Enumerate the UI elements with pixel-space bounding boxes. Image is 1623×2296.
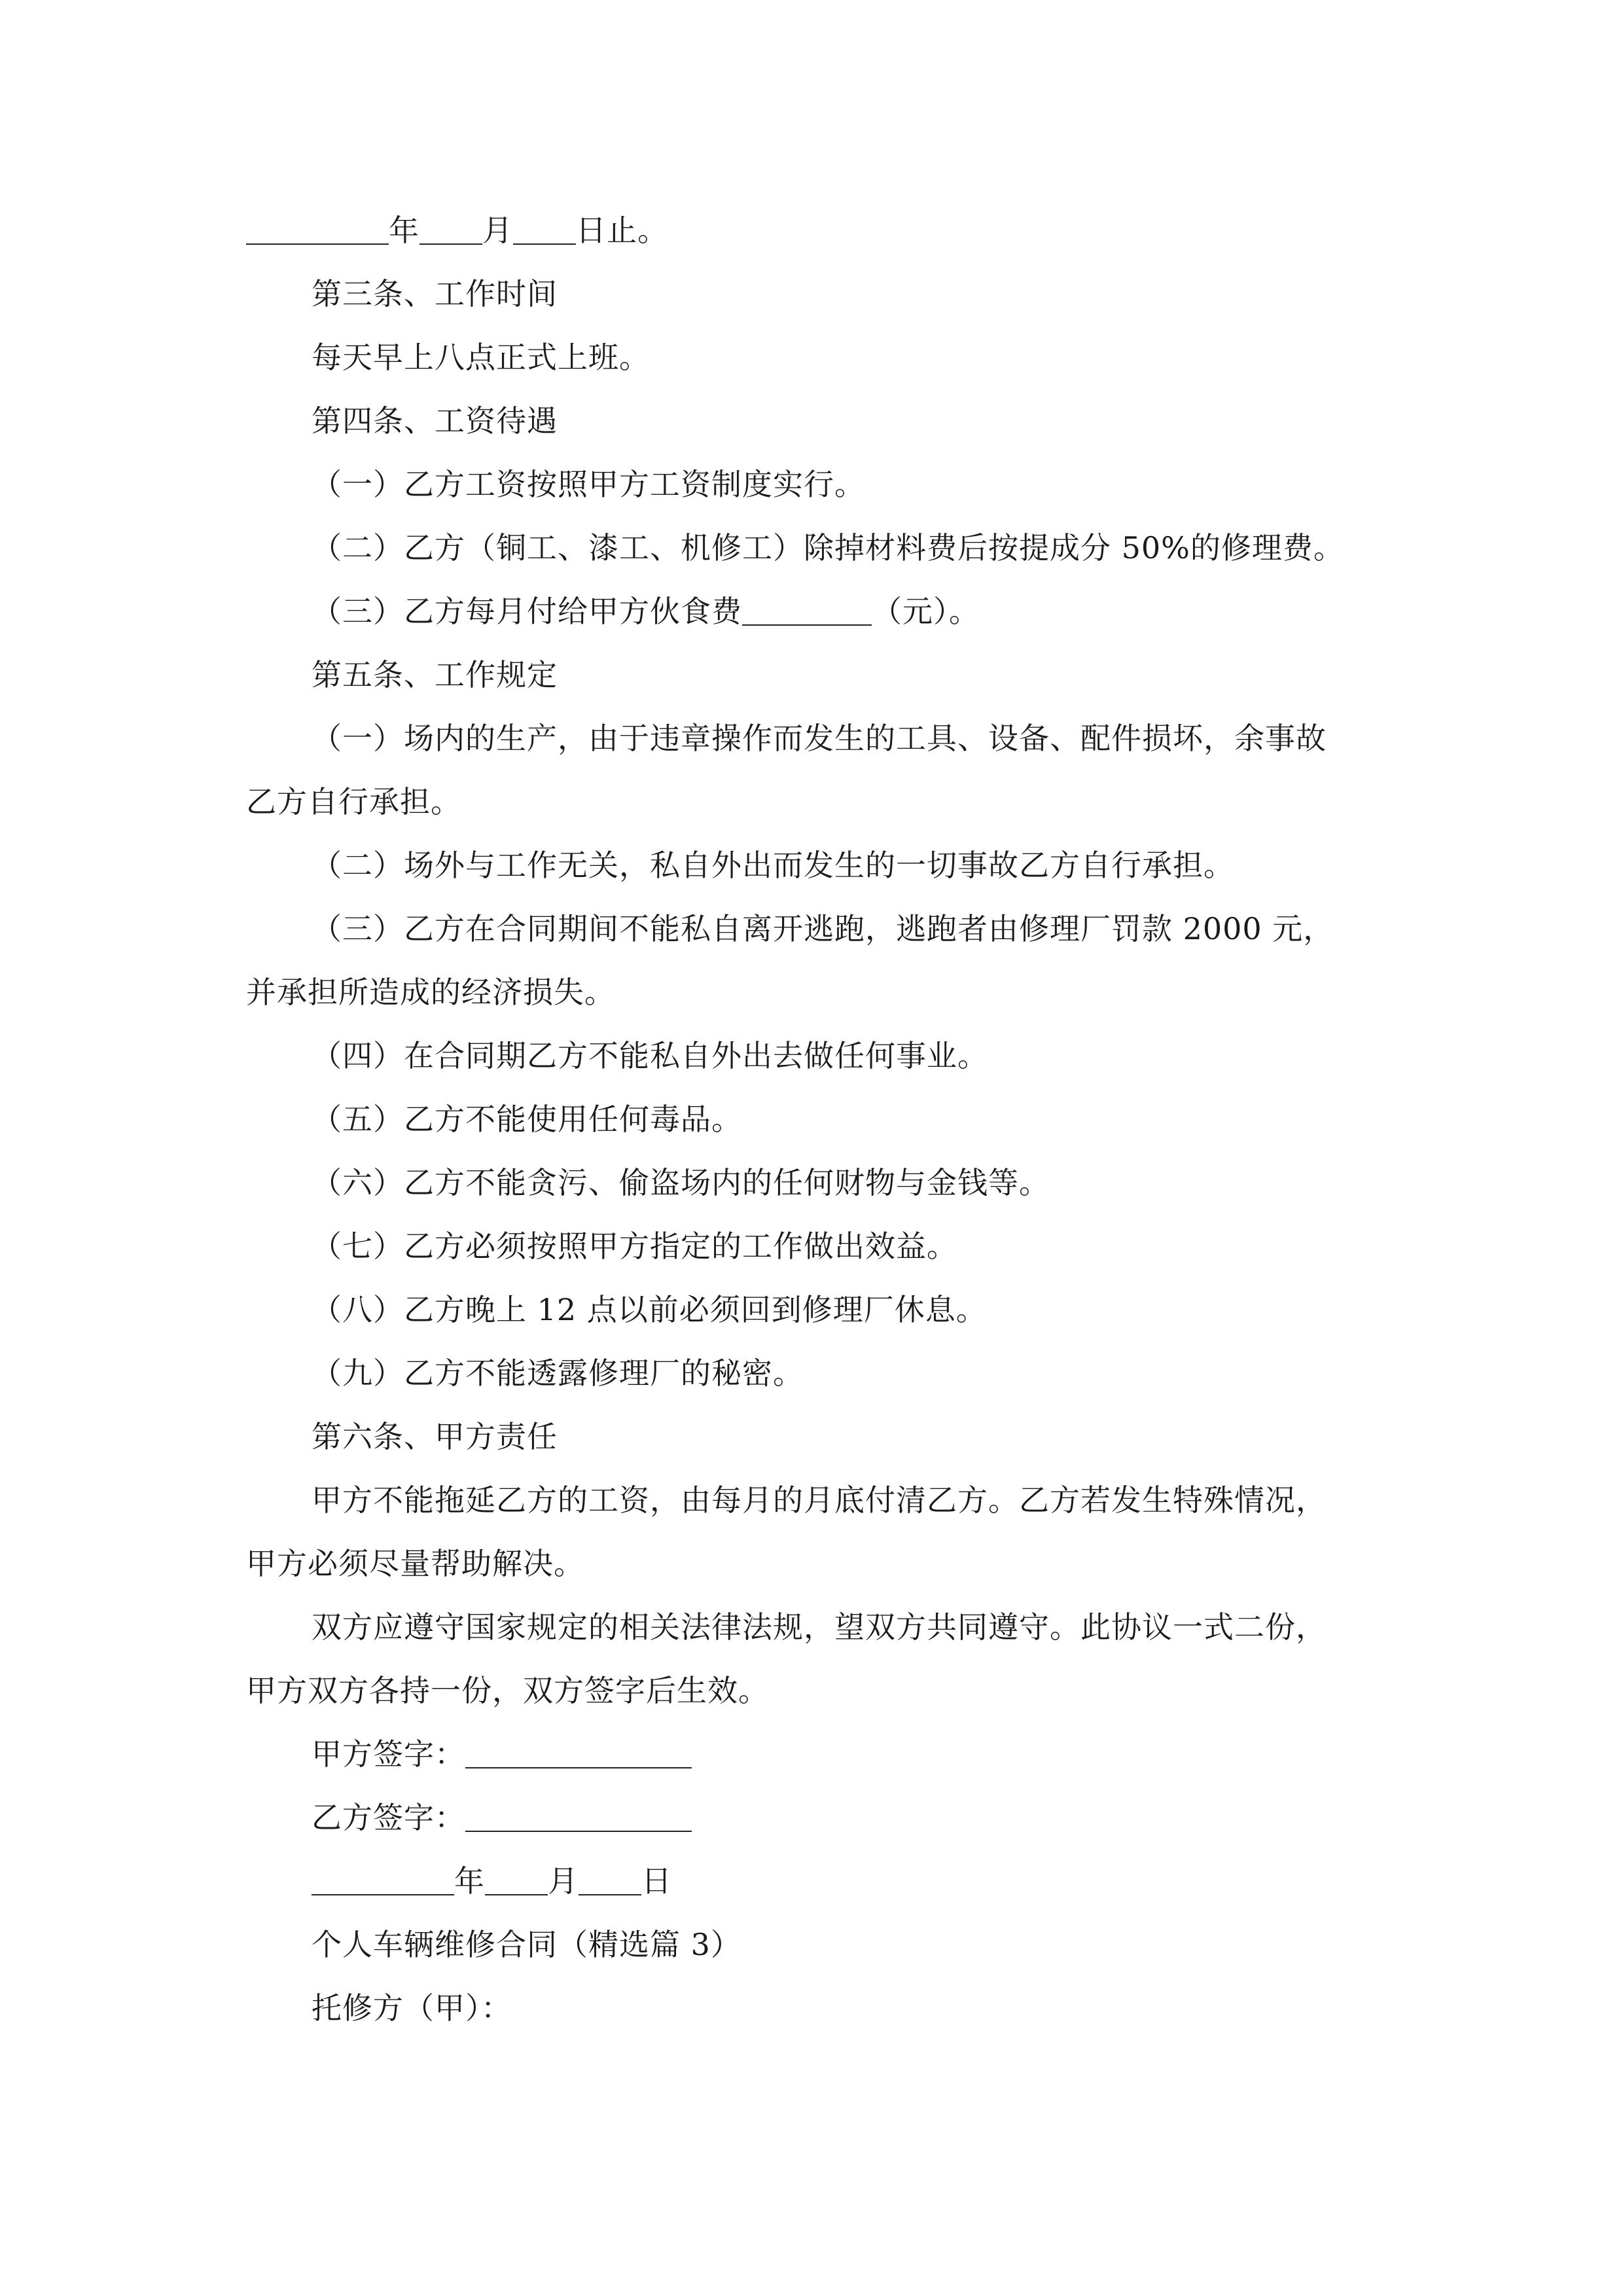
article5-item: （一）场内的生产，由于违章操作而发生的工具、设备、配件损坏，余事故 [312,721,1327,756]
article3-title: 第三条、工作时间 [312,276,558,312]
article5-item: （六）乙方不能贪污、偷盗场内的任何财物与金钱等。 [312,1165,1050,1200]
article5-item: （五）乙方不能使用任何毒品。 [312,1102,742,1137]
party-b-signature-blank [465,1794,692,1832]
article5-item: （四）在合同期乙方不能私自外出去做任何事业。 [312,1038,988,1073]
article4-item: （二）乙方（铜工、漆工、机修工）除掉材料费后按提成分 50%的修理费。 [312,530,1344,565]
client-party-label: 托修方（甲）： [312,1990,512,2026]
party-a-signature-label: 甲方签字： [312,1736,465,1772]
closing-paragraph-continuation: 甲方双方各持一份，双方签字后生效。 [246,1673,769,1708]
party-a-signature-line [312,1725,1476,1784]
article5-item: （二）场外与工作无关，私自外出而发生的一切事故乙方自行承担。 [312,848,1234,883]
meal-fee-suffix: （元）。 [872,594,980,629]
meal-fee-prefix: （三）乙方每月付给甲方伙食费 [312,594,742,629]
article5-item-continuation: 并承担所造成的经济损失。 [246,975,615,1010]
article5-item: （九）乙方不能透露修理厂的秘密。 [312,1355,804,1391]
article5-item: （三）乙方在合同期间不能私自离开逃跑，逃跑者由修理厂罚款 2000 元， [312,911,1334,946]
day-blank [579,1857,641,1895]
section-title: 个人车辆维修合同（精选篇 3） [312,1927,741,1962]
meal-fee-blank [742,588,872,626]
year-label: 年 [454,1863,485,1899]
article5-title: 第五条、工作规定 [312,657,558,692]
article5-item: （七）乙方必须按照甲方指定的工作做出效益。 [312,1229,957,1264]
month-label: 月 [548,1863,579,1899]
party-a-signature-blank [465,1731,692,1768]
party-b-signature-line [312,1788,1476,1847]
day-end-label: 日止。 [576,213,668,248]
month-label: 月 [482,213,513,248]
article5-item-continuation: 乙方自行承担。 [246,784,461,819]
article4-item-meal-fee [312,582,1476,641]
end-date-line [246,201,1411,260]
year-label: 年 [389,213,419,248]
party-b-signature-label: 乙方签字： [312,1800,465,1835]
article4-item: （一）乙方工资按照甲方工资制度实行。 [312,467,865,502]
article3-body: 每天早上八点正式上班。 [312,340,650,375]
article6-body: 甲方不能拖延乙方的工资，由每月的月底付清乙方。乙方若发生特殊情况， [312,1482,1327,1518]
day-label: 日 [641,1863,672,1899]
article4-title: 第四条、工资待遇 [312,403,558,439]
month-blank [485,1857,548,1895]
year-blank [312,1857,454,1895]
signing-date-line [312,1852,1476,1910]
year-blank [246,207,389,245]
closing-paragraph: 双方应遵守国家规定的相关法律法规，望双方共同遵守。此协议一式二份， [312,1609,1327,1645]
month-blank [419,207,482,245]
article6-body-continuation: 甲方必须尽量帮助解决。 [246,1546,584,1581]
article5-item: （八）乙方晚上 12 点以前必须回到修理厂休息。 [312,1292,987,1327]
day-blank [513,207,576,245]
article6-title: 第六条、甲方责任 [312,1419,558,1454]
